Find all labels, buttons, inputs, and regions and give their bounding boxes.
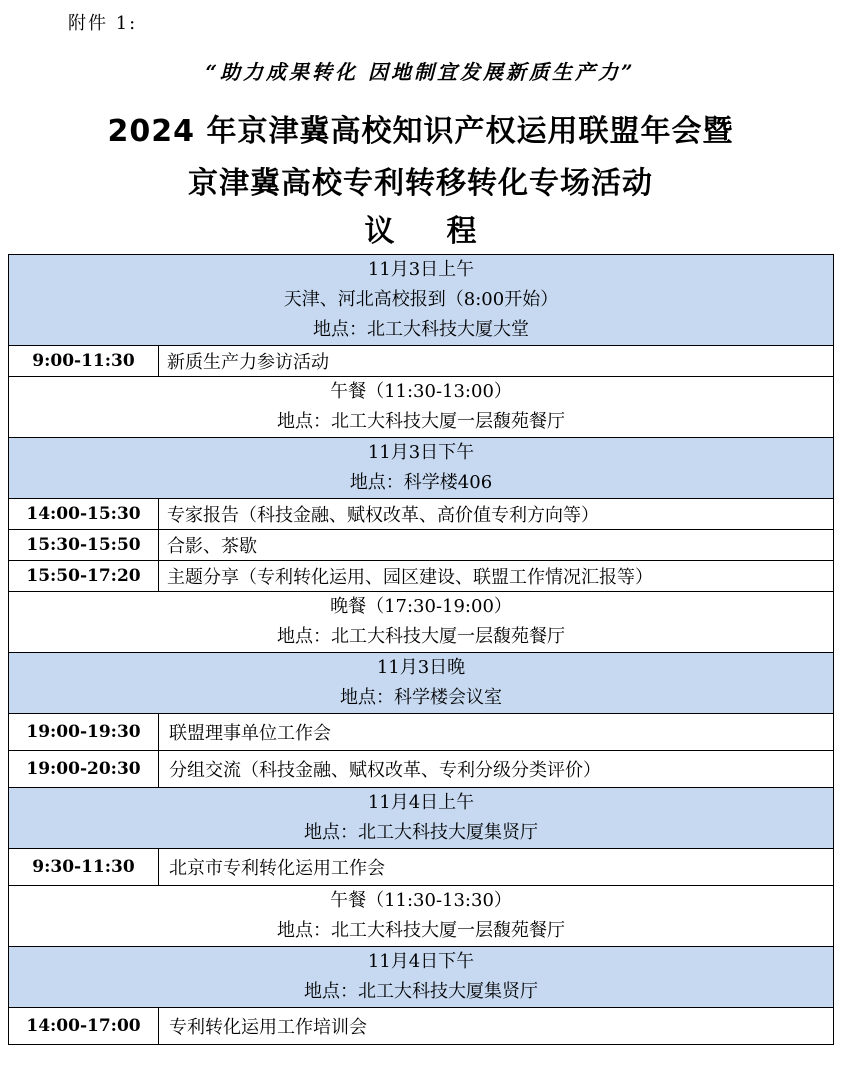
agenda-row [9, 561, 834, 592]
section-date: 11月3日上午 [367, 259, 475, 280]
agenda-time: 19:00-19:30 [9, 714, 159, 751]
agenda-time: 14:00-15:30 [9, 499, 159, 530]
section-location: 地点：北工大科技大厦大堂 [313, 319, 529, 340]
agenda-row [9, 1008, 834, 1045]
agenda-row [9, 346, 834, 377]
agenda-time: 15:50-17:20 [9, 561, 159, 592]
section-date: 11月4日上午 [367, 792, 475, 813]
agenda-table [8, 254, 834, 1045]
section-location: 地点：北工大科技大厦集贤厅 [304, 822, 538, 843]
section-date: 11月4日下午 [367, 951, 475, 972]
meal-row-dinner [9, 592, 834, 653]
agenda-time: 9:00-11:30 [9, 346, 159, 377]
agenda-row [9, 751, 834, 788]
section-note: 天津、河北高校报到（8:00开始） [283, 289, 559, 310]
meal-location: 地点：北工大科技大厦一层馥苑餐厅 [277, 920, 565, 941]
agenda-row [9, 849, 834, 886]
agenda-time: 15:30-15:50 [9, 530, 159, 561]
agenda-item: 联盟理事单位工作会 [159, 714, 834, 751]
meal-location: 地点：北工大科技大厦一层馥苑餐厅 [277, 411, 565, 432]
agenda-item: 分组交流（科技金融、赋权改革、专利分级分类评价） [159, 751, 834, 788]
agenda-item: 专利转化运用工作培训会 [159, 1008, 834, 1045]
section-header-nov3-evening [9, 653, 834, 714]
section-header-nov4-morning [9, 788, 834, 849]
agenda-heading: 议程 [364, 214, 529, 249]
meal-row-lunch [9, 377, 834, 438]
slogan: “助力成果转化 因地制宜发展新质生产力” [205, 60, 636, 84]
section-location: 地点：北工大科技大厦集贤厅 [304, 981, 538, 1002]
section-header-nov4-afternoon [9, 947, 834, 1008]
agenda-item: 合影、茶歇 [159, 530, 834, 561]
title-line-2: 京津冀高校专利转移转化专场活动 [188, 166, 653, 201]
agenda-time: 14:00-17:00 [9, 1008, 159, 1045]
meal-time: 午餐（11:30-13:30） [330, 890, 512, 911]
meal-time: 晚餐（17:30-19:00） [330, 596, 512, 617]
section-header-nov3-morning [9, 255, 834, 346]
attachment-label: 附件 1: [68, 13, 138, 34]
title-line-1: 2024 年京津冀高校知识产权运用联盟年会暨 [107, 114, 734, 149]
agenda-row [9, 714, 834, 751]
agenda-row [9, 530, 834, 561]
agenda-item: 新质生产力参访活动 [159, 346, 834, 377]
agenda-time: 9:30-11:30 [9, 849, 159, 886]
section-date: 11月3日下午 [367, 442, 475, 463]
section-location: 地点：科学楼会议室 [340, 687, 502, 708]
meal-location: 地点：北工大科技大厦一层馥苑餐厅 [277, 626, 565, 647]
agenda-time: 19:00-20:30 [9, 751, 159, 788]
agenda-item: 北京市专利转化运用工作会 [159, 849, 834, 886]
meal-row-lunch [9, 886, 834, 947]
agenda-row [9, 499, 834, 530]
section-location: 地点：科学楼406 [349, 472, 493, 493]
agenda-item: 主题分享（专利转化运用、园区建设、联盟工作情况汇报等） [159, 561, 834, 592]
section-date: 11月3日晚 [376, 657, 466, 678]
meal-time: 午餐（11:30-13:00） [330, 381, 512, 402]
section-header-nov3-afternoon [9, 438, 834, 499]
agenda-item: 专家报告（科技金融、赋权改革、高价值专利方向等） [159, 499, 834, 530]
